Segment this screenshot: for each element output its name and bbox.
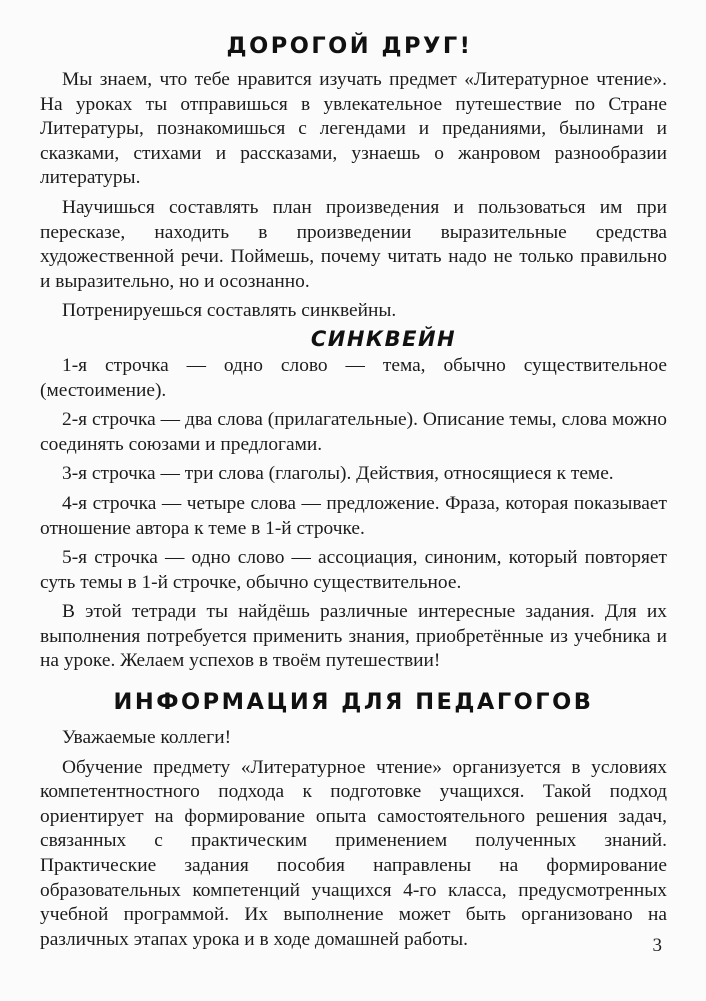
page-number: 3 bbox=[652, 935, 662, 956]
page-content bbox=[40, 28, 667, 952]
section-heading-teachers: ИНФОРМАЦИЯ ДЛЯ ПЕДАГОГОВ bbox=[113, 689, 594, 716]
intro-paragraph-3: Потренируешься составлять синквейны. bbox=[62, 300, 397, 322]
sinkwain-line-3: 3-я строчка — три слова (глаголы). Действия, относящиеся к теме. bbox=[62, 463, 614, 485]
teachers-greeting: Уважаемые коллеги! bbox=[62, 727, 232, 749]
sinkwain-line-1: 1-я строчка — одно слово — тема, обычно существительное (местоимение). bbox=[40, 354, 667, 401]
sinkwain-line-2: 2-я строчка — два слова (прилагательные). Описание темы, слова можно соединять союзами и предлогами. bbox=[40, 409, 667, 455]
teachers-paragraph: Обучение предмету «Литературное чтение» организуется в условиях компетентностного подхода к подготовке учащихся. Такой подход ориентирует на формирование опыта самостоятельного решения задач, связанных с практическим применением полученных знаний. Практические задания пособия направлены на формирование образовательных компетенций учащихся 4-го класса, предусмотренных учебной программой. Их выполнение может быть организовано на различных этапах урока и в ходе домашней работы. bbox=[40, 756, 667, 950]
page-title: ДОРОГОЙ ДРУГ! bbox=[226, 33, 473, 59]
closing-paragraph: В этой тетради ты найдёшь различные интересные задания. Для их выполнения потребуется применить знания, приобретённые из учебника и на уроке. Желаем успехов в твоём путешествии! bbox=[40, 601, 667, 672]
intro-paragraph-2: Научишься составлять план произведения и пользоваться им при пересказе, находить в произведении выразительные средства художественной речи. Поймешь, почему читать надо не только правильно и выразительно, но и осознанно. bbox=[40, 196, 667, 292]
intro-paragraph-1: Мы знаем, что тебе нравится изучать предмет «Литературное чтение». На уроках ты отправишься в увлекательное путешествие по Стране Литературы, познакомишься с легендами и преданиями, былинами и сказками, стихами и рассказами, узнаешь о жанровом разнообразии литературы. bbox=[40, 69, 667, 189]
sinkwain-line-4: 4-я строчка — четыре слова — предложение. Фраза, которая показывает отношение автора к теме в 1-й строчке. bbox=[40, 492, 667, 539]
sinkwain-heading: СИНКВЕЙН bbox=[310, 326, 457, 351]
sinkwain-line-5: 5-я строчка — одно слово — ассоциация, синоним, который повторяет суть темы в 1-й строчке, обычно существительное. bbox=[40, 547, 667, 593]
